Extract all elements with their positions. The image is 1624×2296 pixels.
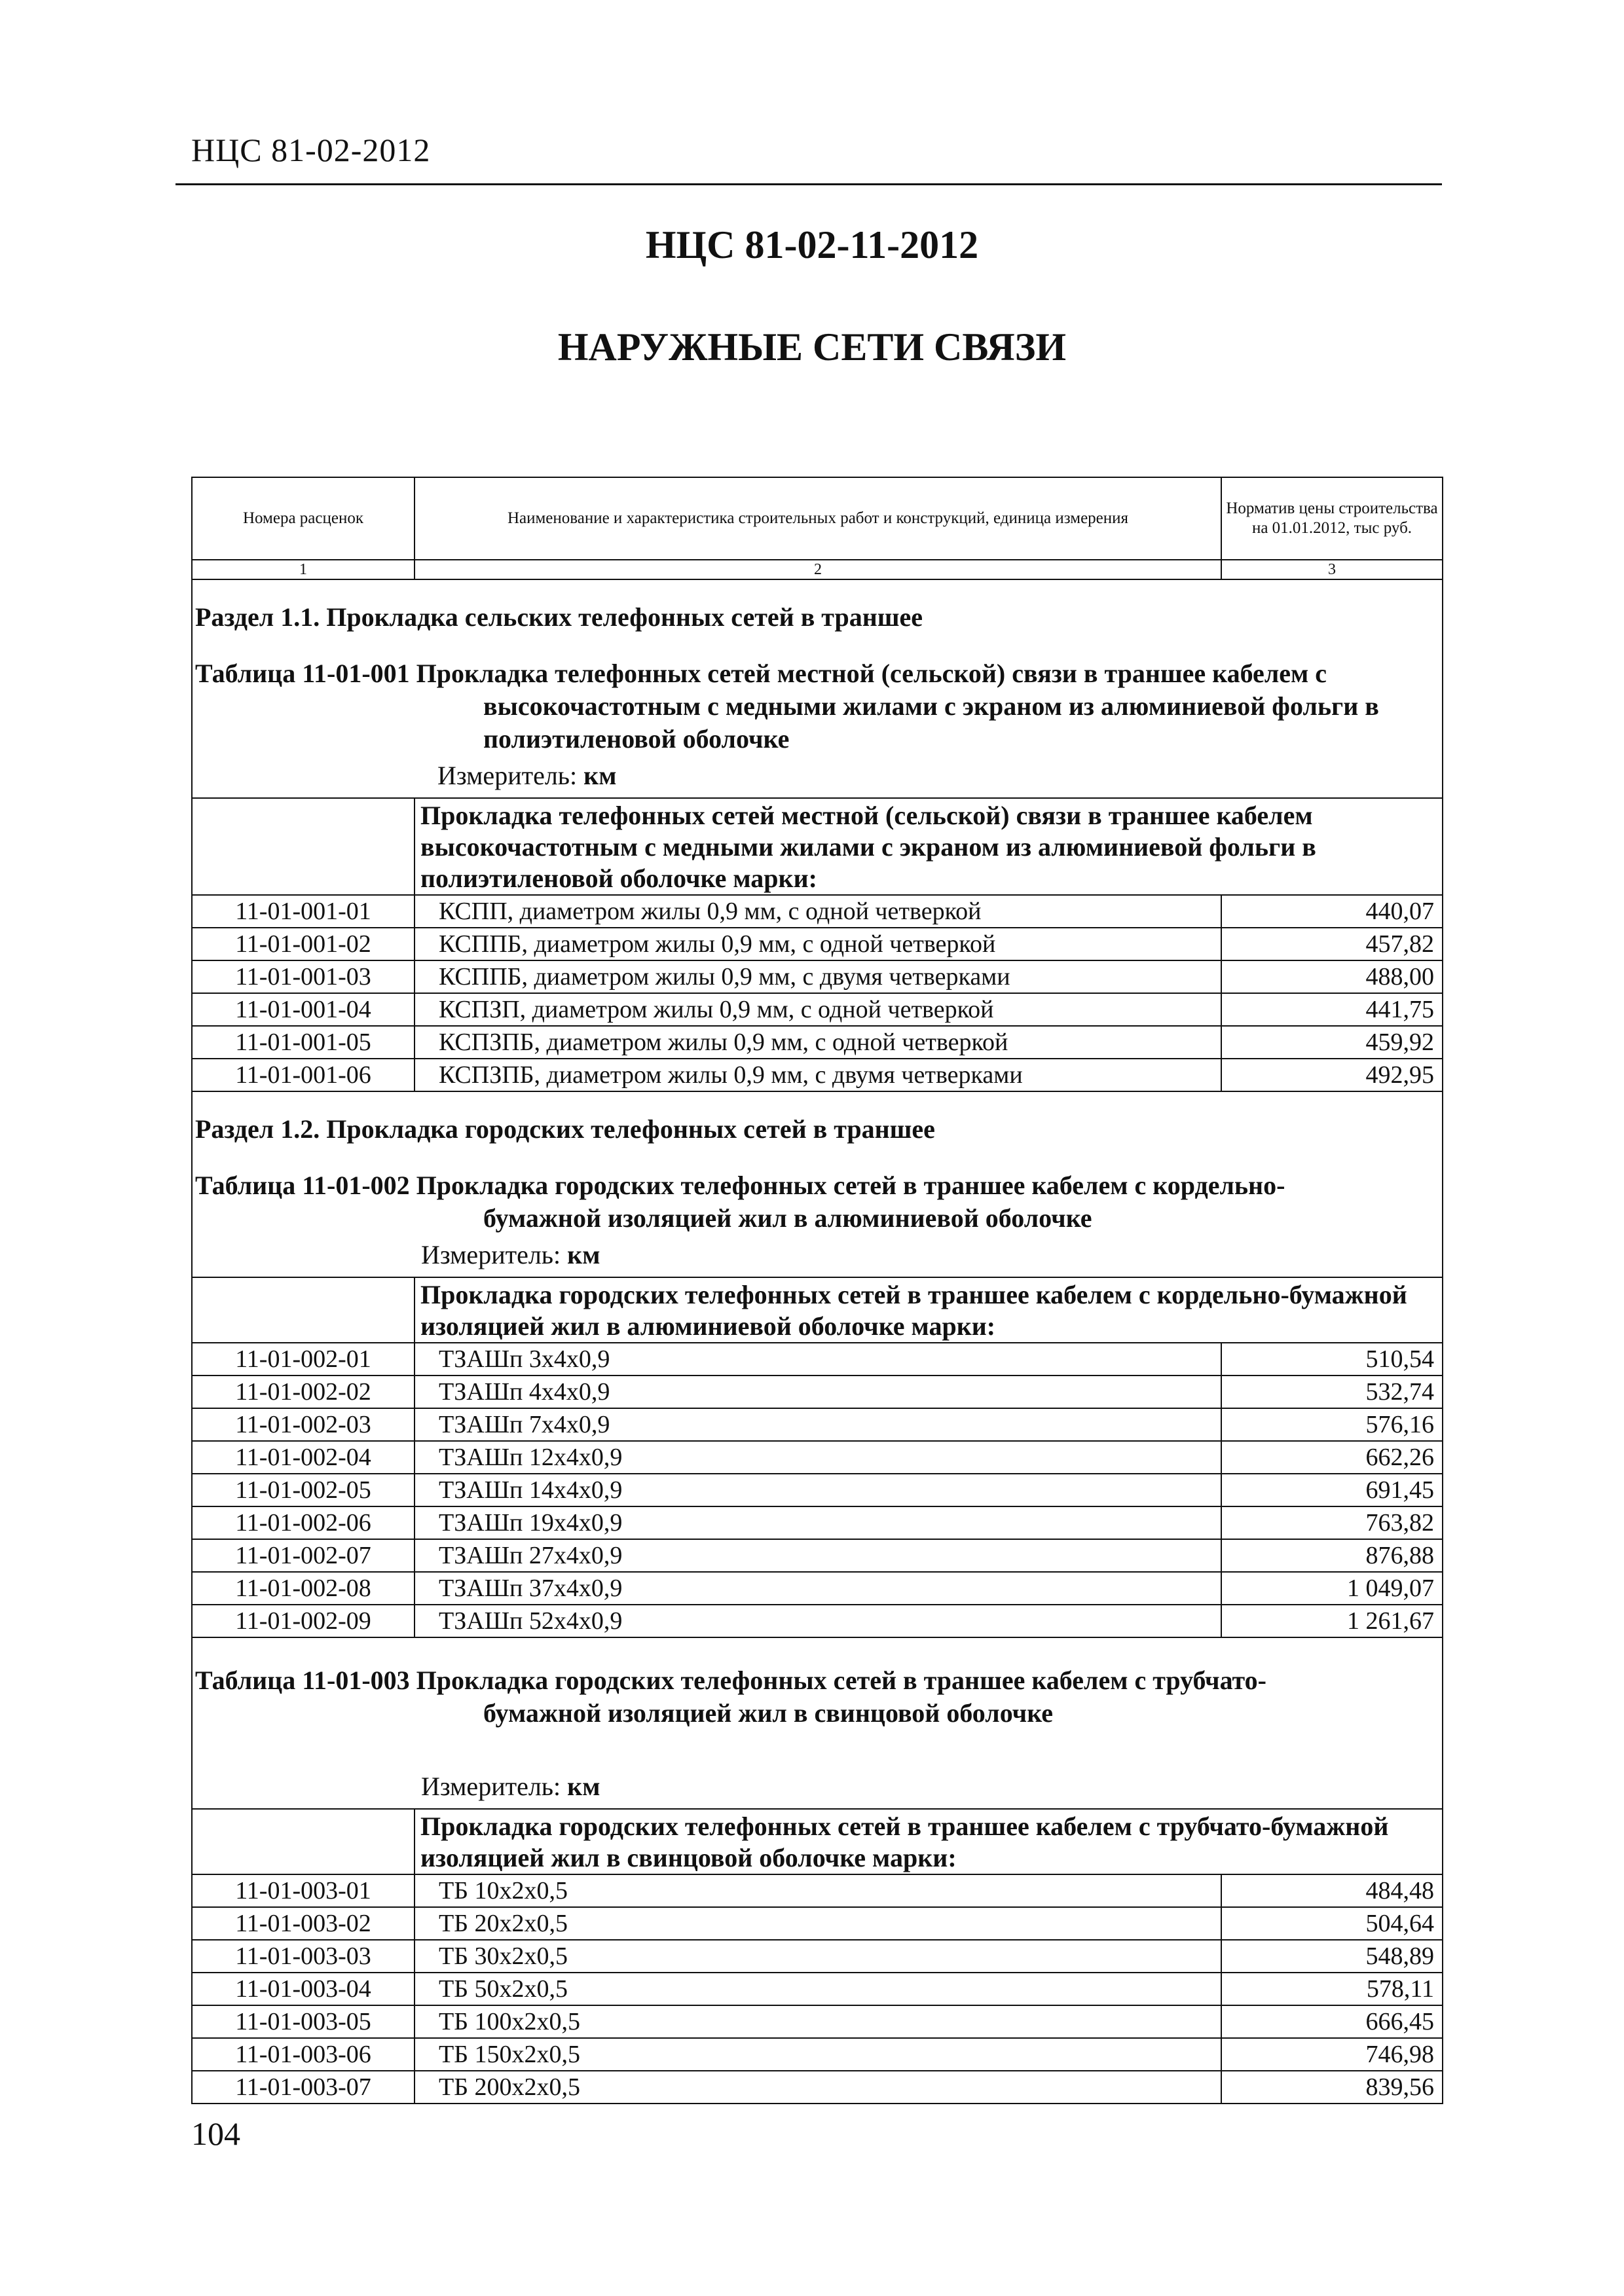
row-name: ТБ 100х2х0,5 — [415, 2005, 1221, 2038]
table-title-rest: высокочастотным с медными жилами с экраном из алюминиевой фольги в полиэтиленовой оболочке — [483, 691, 1379, 754]
row-price: 666,45 — [1221, 2005, 1443, 2038]
table-row — [192, 1907, 1443, 1940]
row-code: 11-01-001-03 — [192, 960, 415, 993]
unit-line — [195, 759, 1438, 792]
group-name: Прокладка городских телефонных сетей в траншее кабелем с кордельно-бумажной изоляцией жил в алюминиевой оболочке марки: — [415, 1277, 1443, 1343]
row-code: 11-01-002-02 — [192, 1376, 415, 1408]
unit-label: Измеритель: — [437, 761, 578, 790]
table-caption-row — [192, 1637, 1443, 1809]
row-price: 662,26 — [1221, 1441, 1443, 1474]
table-row — [192, 2038, 1443, 2071]
table-row — [192, 1343, 1443, 1376]
row-code: 11-01-003-04 — [192, 1973, 415, 2005]
row-name: ТЗАШп 14х4х0,9 — [415, 1474, 1221, 1506]
row-code: 11-01-002-08 — [192, 1572, 415, 1605]
row-price: 488,00 — [1221, 960, 1443, 993]
row-name: ТЗАШп 12х4х0,9 — [415, 1441, 1221, 1474]
row-code: 11-01-001-05 — [192, 1026, 415, 1059]
table-row — [192, 1506, 1443, 1539]
row-price: 839,56 — [1221, 2071, 1443, 2104]
table-caption — [192, 655, 1443, 798]
column-number-2: 2 — [415, 560, 1221, 579]
price-norm-table — [191, 477, 1443, 2104]
table-row — [192, 1973, 1443, 2005]
row-code: 11-01-001-04 — [192, 993, 415, 1026]
row-name: КСППБ, диаметром жилы 0,9 мм, с двумя четверками — [415, 960, 1221, 993]
table-row — [192, 895, 1443, 928]
header-rule — [175, 183, 1442, 185]
row-code: 11-01-003-05 — [192, 2005, 415, 2038]
unit-line — [195, 1770, 1438, 1803]
row-name: ТЗАШп 7х4х0,9 — [415, 1408, 1221, 1441]
group-row — [192, 1809, 1443, 1874]
row-price: 576,16 — [1221, 1408, 1443, 1441]
table-row — [192, 1376, 1443, 1408]
table-caption-row — [192, 1167, 1443, 1277]
row-price: 459,92 — [1221, 1026, 1443, 1059]
row-name: ТБ 20х2х0,5 — [415, 1907, 1221, 1940]
row-price: 457,82 — [1221, 928, 1443, 960]
column-number-1: 1 — [192, 560, 415, 579]
table-row — [192, 1874, 1443, 1907]
row-name: ТБ 150х2х0,5 — [415, 2038, 1221, 2071]
row-price: 484,48 — [1221, 1874, 1443, 1907]
row-code: 11-01-001-02 — [192, 928, 415, 960]
row-price: 763,82 — [1221, 1506, 1443, 1539]
group-row — [192, 798, 1443, 895]
column-number-row — [192, 560, 1443, 579]
row-code: 11-01-003-01 — [192, 1874, 415, 1907]
row-code: 11-01-002-07 — [192, 1539, 415, 1572]
row-code: 11-01-002-05 — [192, 1474, 415, 1506]
row-code: 11-01-002-09 — [192, 1605, 415, 1637]
section-title: Раздел 1.1. Прокладка сельских телефонных сетей в траншее — [192, 579, 1443, 655]
row-name: КСПЗП, диаметром жилы 0,9 мм, с одной четверкой — [415, 993, 1221, 1026]
document-title: НЦС 81-02-11-2012 — [645, 223, 979, 266]
table-caption — [192, 1167, 1443, 1277]
table-row — [192, 1026, 1443, 1059]
group-code-cell — [192, 1277, 415, 1343]
row-price: 1 261,67 — [1221, 1605, 1443, 1637]
row-name: ТЗАШп 3х4х0,9 — [415, 1343, 1221, 1376]
unit-label: Измеритель: — [421, 1772, 561, 1801]
row-price: 441,75 — [1221, 993, 1443, 1026]
table-row — [192, 1940, 1443, 1973]
table-row — [192, 960, 1443, 993]
table-row — [192, 1572, 1443, 1605]
unit-value: км — [567, 1772, 600, 1801]
group-code-cell — [192, 798, 415, 895]
table-title-line1: Прокладка городских телефонных сетей в траншее кабелем с трубчато- — [416, 1666, 1266, 1695]
row-code: 11-01-001-01 — [192, 895, 415, 928]
row-price: 504,64 — [1221, 1907, 1443, 1940]
row-name: КСППБ, диаметром жилы 0,9 мм, с одной четверкой — [415, 928, 1221, 960]
column-header-codes: Номера расценок — [192, 477, 415, 560]
section-title: Раздел 1.2. Прокладка городских телефонных сетей в траншее — [192, 1091, 1443, 1167]
table-label: Таблица 11-01-002 — [195, 1171, 410, 1200]
row-name: КСПЗПБ, диаметром жилы 0,9 мм, с двумя четверками — [415, 1059, 1221, 1091]
table-row — [192, 1441, 1443, 1474]
row-price: 876,88 — [1221, 1539, 1443, 1572]
row-name: ТЗАШп 4х4х0,9 — [415, 1376, 1221, 1408]
table-row — [192, 1474, 1443, 1506]
row-code: 11-01-002-03 — [192, 1408, 415, 1441]
unit-value: км — [567, 1240, 600, 1269]
row-name: ТЗАШп 19х4х0,9 — [415, 1506, 1221, 1539]
table-row — [192, 1605, 1443, 1637]
unit-line — [195, 1239, 1438, 1271]
group-code-cell — [192, 1809, 415, 1874]
row-price: 510,54 — [1221, 1343, 1443, 1376]
table-row — [192, 2071, 1443, 2104]
row-price: 548,89 — [1221, 1940, 1443, 1973]
table-header-row — [192, 477, 1443, 560]
column-number-3: 3 — [1221, 560, 1443, 579]
row-price: 746,98 — [1221, 2038, 1443, 2071]
row-price: 578,11 — [1221, 1973, 1443, 2005]
section-heading-row — [192, 1091, 1443, 1167]
row-name: ТЗАШп 27х4х0,9 — [415, 1539, 1221, 1572]
row-code: 11-01-002-06 — [192, 1506, 415, 1539]
row-code: 11-01-003-06 — [192, 2038, 415, 2071]
group-row — [192, 1277, 1443, 1343]
section-heading-row — [192, 579, 1443, 655]
column-header-price: Норматив цены строительства на 01.01.2012, тыс руб. — [1221, 477, 1443, 560]
table-row — [192, 2005, 1443, 2038]
row-price: 1 049,07 — [1221, 1572, 1443, 1605]
table-title-rest: бумажной изоляцией жил в алюминиевой оболочке — [483, 1203, 1092, 1233]
unit-label: Измеритель: — [421, 1240, 561, 1269]
running-title: НЦС 81-02-2012 — [191, 132, 431, 168]
document-subtitle: НАРУЖНЫЕ СЕТИ СВЯЗИ — [557, 325, 1067, 369]
row-name: КСПЗПБ, диаметром жилы 0,9 мм, с одной четверкой — [415, 1026, 1221, 1059]
table-caption-row — [192, 655, 1443, 798]
table-row — [192, 1059, 1443, 1091]
row-price: 440,07 — [1221, 895, 1443, 928]
row-code: 11-01-003-03 — [192, 1940, 415, 1973]
table-caption — [192, 1637, 1443, 1809]
row-price: 492,95 — [1221, 1059, 1443, 1091]
row-code: 11-01-002-01 — [192, 1343, 415, 1376]
table-title-rest: бумажной изоляцией жил в свинцовой оболочке — [483, 1698, 1054, 1728]
group-name: Прокладка городских телефонных сетей в траншее кабелем с трубчато-бумажной изоляцией жил в свинцовой оболочке марки: — [415, 1809, 1443, 1874]
table-row — [192, 993, 1443, 1026]
group-name: Прокладка телефонных сетей местной (сельской) связи в траншее кабелем высокочастотным с медными жилами с экраном из алюминиевой фольги в полиэтиленовой оболочке марки: — [415, 798, 1443, 895]
row-price: 691,45 — [1221, 1474, 1443, 1506]
row-name: КСПП, диаметром жилы 0,9 мм, с одной четверкой — [415, 895, 1221, 928]
row-name: ТБ 30х2х0,5 — [415, 1940, 1221, 1973]
row-code: 11-01-003-02 — [192, 1907, 415, 1940]
column-header-name: Наименование и характеристика строительных работ и конструкций, единица измерения — [415, 477, 1221, 560]
row-name: ТЗАШп 52х4х0,9 — [415, 1605, 1221, 1637]
row-code: 11-01-002-04 — [192, 1441, 415, 1474]
page-number: 104 — [191, 2115, 240, 2152]
row-name: ТЗАШп 37х4х0,9 — [415, 1572, 1221, 1605]
table-row — [192, 928, 1443, 960]
row-code: 11-01-003-07 — [192, 2071, 415, 2104]
table-label: Таблица 11-01-001 — [195, 659, 410, 688]
row-name: ТБ 10х2х0,5 — [415, 1874, 1221, 1907]
table-title-line1: Прокладка городских телефонных сетей в траншее кабелем с кордельно- — [416, 1171, 1285, 1200]
row-code: 11-01-001-06 — [192, 1059, 415, 1091]
row-name: ТБ 50х2х0,5 — [415, 1973, 1221, 2005]
table-label: Таблица 11-01-003 — [195, 1666, 410, 1695]
table-row — [192, 1539, 1443, 1572]
row-name: ТБ 200х2х0,5 — [415, 2071, 1221, 2104]
row-price: 532,74 — [1221, 1376, 1443, 1408]
unit-value: км — [583, 761, 617, 790]
table-row — [192, 1408, 1443, 1441]
table-title-line1: Прокладка телефонных сетей местной (сельской) связи в траншее кабелем с — [416, 659, 1327, 688]
